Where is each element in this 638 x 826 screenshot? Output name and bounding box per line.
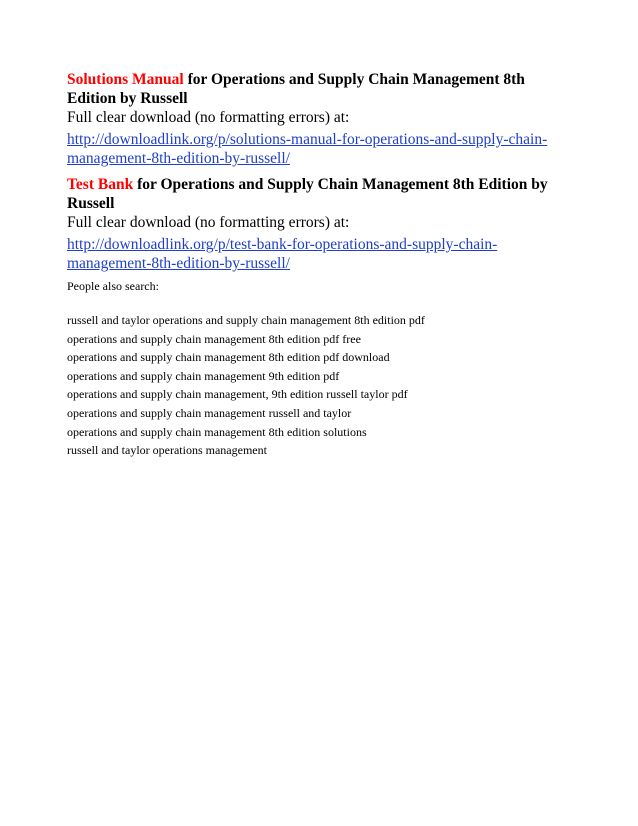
people-also-search-section [67, 277, 567, 460]
search-suggestion: operations and supply chain management 8th edition pdf free [67, 331, 361, 346]
test-bank-section [67, 175, 567, 273]
search-suggestion: russell and taylor operations and supply chain management 8th edition pdf [67, 313, 425, 327]
search-suggestion: operations and supply chain management, 9th edition russell taylor pdf [67, 387, 408, 402]
solutions-manual-link[interactable]: http://downloadlink.org/p/solutions-manual-for-operations-and-supply-chain-management-8th-edition-by-russell/ [67, 131, 548, 167]
solutions-manual-section [67, 70, 567, 168]
search-suggestion: operations and supply chain management 8th edition pdf download [67, 350, 390, 365]
search-suggestions-list [67, 311, 567, 460]
test-bank-heading [67, 175, 567, 213]
people-also-search-label: People also search: [67, 279, 159, 293]
search-suggestion: operations and supply chain management 9th edition pdf [67, 368, 340, 383]
search-suggestion: russell and taylor operations management [67, 443, 267, 458]
test-bank-title: for Operations and Supply Chain Management 8th Edition by Russell [67, 176, 548, 212]
test-bank-link[interactable]: http://downloadlink.org/p/test-bank-for-operations-and-supply-chain-management-8th-edition-by-russell/ [67, 236, 498, 272]
solutions-manual-title: for Operations and Supply Chain Management 8th Edition by Russell [67, 71, 525, 107]
test-bank-download-text: Full clear download (no formatting errors) at: [67, 214, 350, 231]
document-page [67, 70, 567, 460]
solutions-download-text: Full clear download (no formatting errors) at: [67, 109, 350, 126]
test-bank-highlight: Test Bank [67, 176, 134, 193]
search-suggestion: operations and supply chain management russell and taylor [67, 405, 352, 420]
search-suggestion: operations and supply chain management 8th edition solutions [67, 424, 367, 439]
solutions-manual-highlight: Solutions Manual [67, 71, 184, 88]
solutions-manual-heading [67, 70, 567, 108]
